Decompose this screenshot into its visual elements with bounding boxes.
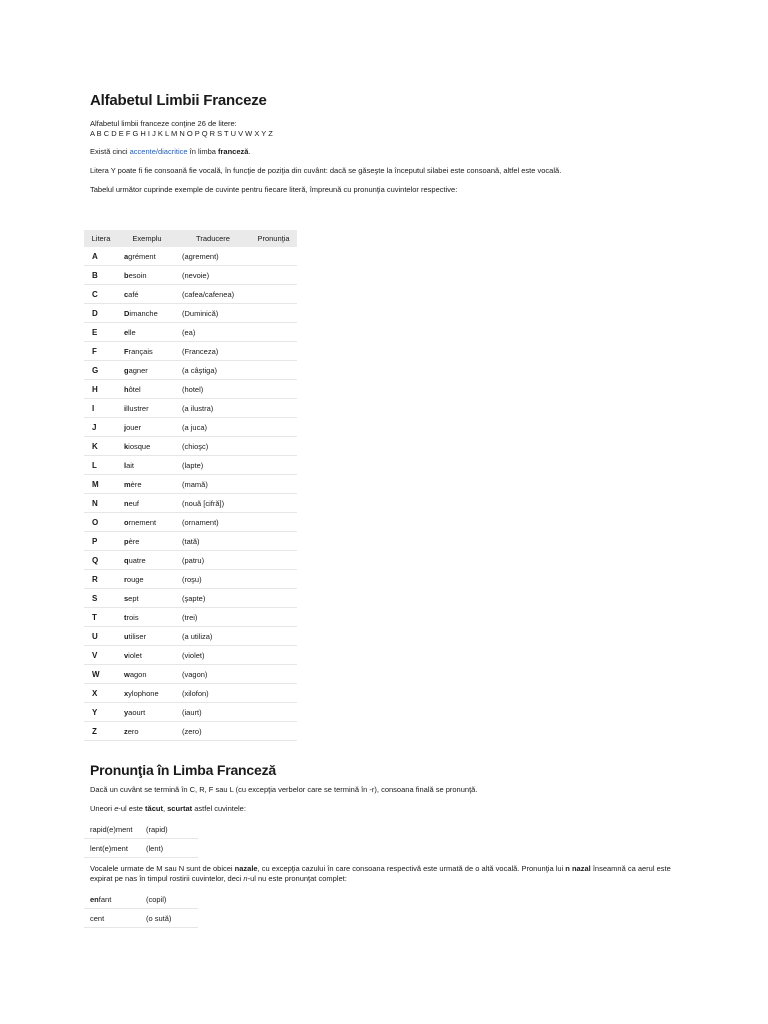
translation-cell: (vagon)	[176, 665, 250, 684]
example-cell: Dimanche	[118, 304, 176, 323]
intro-line: Alfabetul limbii franceze conţine 26 de litere:	[90, 119, 237, 128]
pronunciation-cell	[250, 475, 297, 494]
translation-cell: (a utiliza)	[176, 627, 250, 646]
translation-cell: (iaurt)	[176, 703, 250, 722]
pronunciation-cell	[250, 323, 297, 342]
table-row	[84, 494, 297, 513]
translation-cell: (nevoie)	[176, 266, 250, 285]
pronunciation-cell	[250, 342, 297, 361]
example-cell: sept	[118, 589, 176, 608]
table-row	[84, 684, 297, 703]
pronunciation-cell	[250, 703, 297, 722]
pronunciation-cell	[250, 247, 297, 266]
example-cell: besoin	[118, 266, 176, 285]
pronunciation-cell	[250, 494, 297, 513]
table-row: enfant (copil)	[84, 890, 198, 909]
header-traducere: Traducere	[176, 230, 250, 247]
example-cell: quatre	[118, 551, 176, 570]
nasal-table	[84, 890, 198, 928]
letter-cell: N	[84, 494, 118, 513]
letter-cell: O	[84, 513, 118, 532]
pronunciation-cell	[250, 285, 297, 304]
y-note-paragraph: Litera Y poate fi fie consoană fie vocală, în funcţie de poziţia din cuvânt: dacă se găseşte la începutul silabei este consoană, altfel este vocală.	[90, 166, 562, 175]
translation-cell: (patru)	[176, 551, 250, 570]
letter-cell: Z	[84, 722, 118, 741]
table-row	[84, 266, 297, 285]
table-row	[84, 665, 297, 684]
letter-cell: J	[84, 418, 118, 437]
example-cell: lait	[118, 456, 176, 475]
pronunciation-cell	[250, 380, 297, 399]
pronunciation-cell	[250, 608, 297, 627]
letter-cell: K	[84, 437, 118, 456]
example-cell: kiosque	[118, 437, 176, 456]
table-row	[84, 722, 297, 741]
alphabet-table	[84, 230, 297, 741]
translation-cell: (ea)	[176, 323, 250, 342]
table-row	[84, 361, 297, 380]
table-row	[84, 475, 297, 494]
letter-cell: G	[84, 361, 118, 380]
example-cell: yaourt	[118, 703, 176, 722]
example-cell: ornement	[118, 513, 176, 532]
letter-cell: C	[84, 285, 118, 304]
table-row	[84, 304, 297, 323]
example-cell: hôtel	[118, 380, 176, 399]
table-row	[84, 608, 297, 627]
example-cell: neuf	[118, 494, 176, 513]
alphabet-table-body	[84, 247, 297, 741]
table-row	[84, 285, 297, 304]
translation-cell: (xilofon)	[176, 684, 250, 703]
header-litera: Litera	[84, 230, 118, 247]
letter-cell: D	[84, 304, 118, 323]
consonant-paragraph: Dacă un cuvânt se termină în C, R, F sau L (cu excepţia verbelor care se termină în -r), consoana finală se pronunţă.	[90, 785, 478, 794]
pronunciation-cell	[250, 304, 297, 323]
letter-cell: F	[84, 342, 118, 361]
letter-cell: L	[84, 456, 118, 475]
example-cell: Français	[118, 342, 176, 361]
translation-cell: (nouă [cifră])	[176, 494, 250, 513]
pronunciation-cell	[250, 399, 297, 418]
example-cell: elle	[118, 323, 176, 342]
letter-cell: H	[84, 380, 118, 399]
table-row	[84, 589, 297, 608]
translation-cell: (zero)	[176, 722, 250, 741]
example-cell: café	[118, 285, 176, 304]
pronunciation-cell	[250, 627, 297, 646]
example-cell: violet	[118, 646, 176, 665]
example-cell: agrément	[118, 247, 176, 266]
translation-cell: (chioşc)	[176, 437, 250, 456]
translation-cell: (a ilustra)	[176, 399, 250, 418]
pronunciation-cell	[250, 532, 297, 551]
translation-cell: (mamă)	[176, 475, 250, 494]
translation-cell: (tată)	[176, 532, 250, 551]
example-cell: trois	[118, 608, 176, 627]
pronunciation-cell	[250, 456, 297, 475]
pronunciation-cell	[250, 646, 297, 665]
translation-cell: (trei)	[176, 608, 250, 627]
pronunciation-cell	[250, 570, 297, 589]
document-page	[90, 92, 690, 195]
letter-cell: I	[84, 399, 118, 418]
pronunciation-cell	[250, 684, 297, 703]
translation-cell: (roşu)	[176, 570, 250, 589]
translation-cell: (violet)	[176, 646, 250, 665]
table-row	[84, 513, 297, 532]
letter-cell: B	[84, 266, 118, 285]
letter-cell: Q	[84, 551, 118, 570]
alphabet-letters: A B C D E F G H I J K L M N O P Q R S T U V W X Y Z	[90, 129, 273, 138]
example-cell: zero	[118, 722, 176, 741]
translation-cell: (a câştiga)	[176, 361, 250, 380]
letter-cell: R	[84, 570, 118, 589]
letter-cell: V	[84, 646, 118, 665]
table-header-row	[84, 230, 297, 247]
table-row: cent (o sută)	[84, 909, 198, 928]
section-title: Pronunţia în Limba Franceză	[90, 762, 276, 778]
table-row: lent(e)ment (lent)	[84, 839, 198, 858]
pronunciation-cell	[250, 418, 297, 437]
silent-e-table	[84, 820, 198, 858]
pronunciation-cell	[250, 437, 297, 456]
table-row	[84, 399, 297, 418]
pronunciation-cell	[250, 513, 297, 532]
translation-cell: (agrement)	[176, 247, 250, 266]
table-note-paragraph: Tabelul următor cuprinde exemple de cuvinte pentru fiecare literă, împreună cu pronunţia cuvintelor respective:	[90, 185, 458, 194]
table-row	[84, 323, 297, 342]
header-pronuntia: Pronunţia	[250, 230, 297, 247]
translation-cell: (hotel)	[176, 380, 250, 399]
pronunciation-section	[90, 762, 690, 934]
pronunciation-cell	[250, 665, 297, 684]
pronunciation-cell	[250, 266, 297, 285]
example-cell: rouge	[118, 570, 176, 589]
pronunciation-cell	[250, 551, 297, 570]
translation-cell: (ornament)	[176, 513, 250, 532]
example-cell: mère	[118, 475, 176, 494]
table-row: rapid(e)ment (rapid)	[84, 820, 198, 839]
letter-cell: S	[84, 589, 118, 608]
letter-cell: A	[84, 247, 118, 266]
pronunciation-cell	[250, 722, 297, 741]
table-row	[84, 646, 297, 665]
example-cell: père	[118, 532, 176, 551]
table-row	[84, 437, 297, 456]
letter-cell: E	[84, 323, 118, 342]
letter-cell: Y	[84, 703, 118, 722]
table-row	[84, 456, 297, 475]
letter-cell: W	[84, 665, 118, 684]
table-row	[84, 418, 297, 437]
table-row	[84, 380, 297, 399]
letter-cell: M	[84, 475, 118, 494]
pronunciation-cell	[250, 589, 297, 608]
table-row	[84, 532, 297, 551]
table-row	[84, 342, 297, 361]
letter-cell: X	[84, 684, 118, 703]
example-cell: xylophone	[118, 684, 176, 703]
example-cell: gagner	[118, 361, 176, 380]
letter-cell: T	[84, 608, 118, 627]
nasal-paragraph: Vocalele urmate de M sau N sunt de obicei nazale, cu excepţia cazului în care consoana respectivă este urmată de o altă vocală. Pronunţia lui n nazal înseamnă ca aerul este expirat pe nas în timpul rostirii cuvintelor, deci n-ul nu este pronunţat complet:	[90, 864, 671, 883]
letter-cell: U	[84, 627, 118, 646]
silent-e-paragraph: Uneori e-ul este tăcut, scurtat astfel cuvintele:	[90, 804, 246, 813]
translation-cell: (Franceza)	[176, 342, 250, 361]
header-exemplu: Exemplu	[118, 230, 176, 247]
accents-link[interactable]: accente/diacritice	[129, 147, 188, 156]
table-row	[84, 247, 297, 266]
pronunciation-cell	[250, 361, 297, 380]
translation-cell: (şapte)	[176, 589, 250, 608]
example-cell: illustrer	[118, 399, 176, 418]
table-row	[84, 570, 297, 589]
accents-paragraph: Există cinci accente/diacritice în limba franceză.	[90, 147, 251, 156]
example-cell: utiliser	[118, 627, 176, 646]
translation-cell: (lapte)	[176, 456, 250, 475]
translation-cell: (a juca)	[176, 418, 250, 437]
example-cell: wagon	[118, 665, 176, 684]
example-cell: jouer	[118, 418, 176, 437]
letter-cell: P	[84, 532, 118, 551]
table-row	[84, 627, 297, 646]
translation-cell: (cafea/cafenea)	[176, 285, 250, 304]
table-row	[84, 551, 297, 570]
translation-cell: (Duminică)	[176, 304, 250, 323]
table-row	[84, 703, 297, 722]
page-title: Alfabetul Limbii Franceze	[90, 92, 267, 109]
